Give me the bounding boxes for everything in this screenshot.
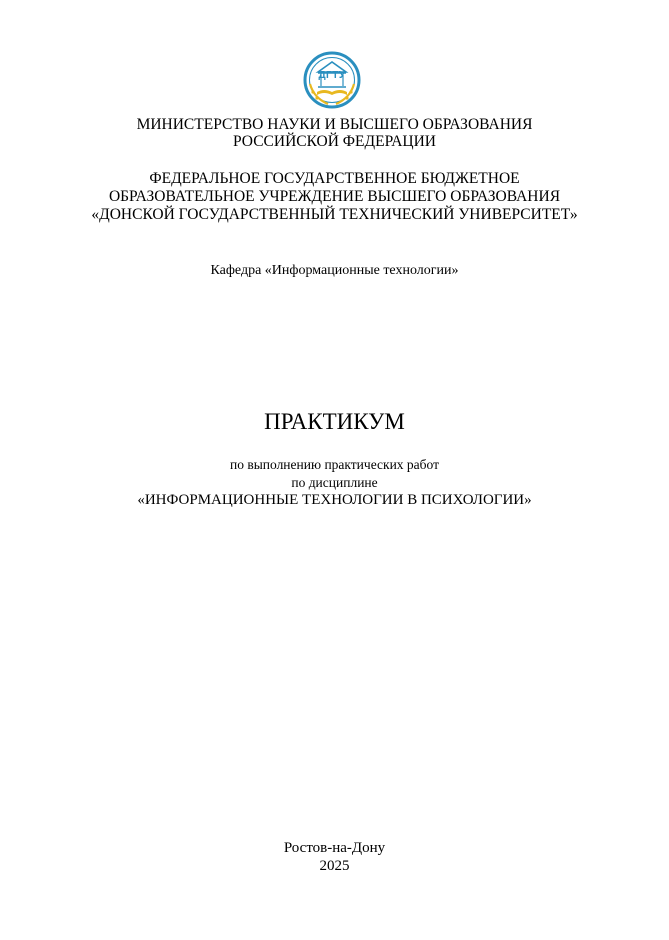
ministry-line-2: РОССИЙСКОЙ ФЕДЕРАЦИИ — [233, 133, 436, 150]
year: 2025 — [319, 858, 350, 874]
institution-line-2: ОБРАЗОВАТЕЛЬНОЕ УЧРЕЖДЕНИЕ ВЫСШЕГО ОБРАЗОВАНИЯ — [108, 188, 561, 205]
department-name: Кафедра «Информационные технологии» — [210, 263, 459, 278]
ministry-line-1: МИНИСТЕРСТВО НАУКИ И ВЫСШЕГО ОБРАЗОВАНИЯ — [136, 116, 533, 133]
university-emblem-icon — [300, 50, 364, 114]
document-title: ПРАКТИКУМ — [264, 409, 405, 434]
institution-line-1: ФЕДЕРАЛЬНОЕ ГОСУДАРСТВЕННОЕ БЮДЖЕТНОЕ — [149, 170, 520, 187]
city: Ростов-на-Дону — [283, 840, 386, 856]
subtitle-line-1: по выполнению практических работ — [229, 457, 440, 472]
institution-line-3: «ДОНСКОЙ ГОСУДАРСТВЕННЫЙ ТЕХНИЧЕСКИЙ УНИВЕРСИТЕТ» — [91, 206, 578, 223]
subtitle-line-2: по дисциплине — [291, 475, 378, 490]
logo-label: ДГТУ — [318, 70, 346, 81]
university-logo — [300, 50, 364, 114]
discipline-name: «ИНФОРМАЦИОННЫЕ ТЕХНОЛОГИИ В ПСИХОЛОГИИ» — [137, 492, 532, 508]
